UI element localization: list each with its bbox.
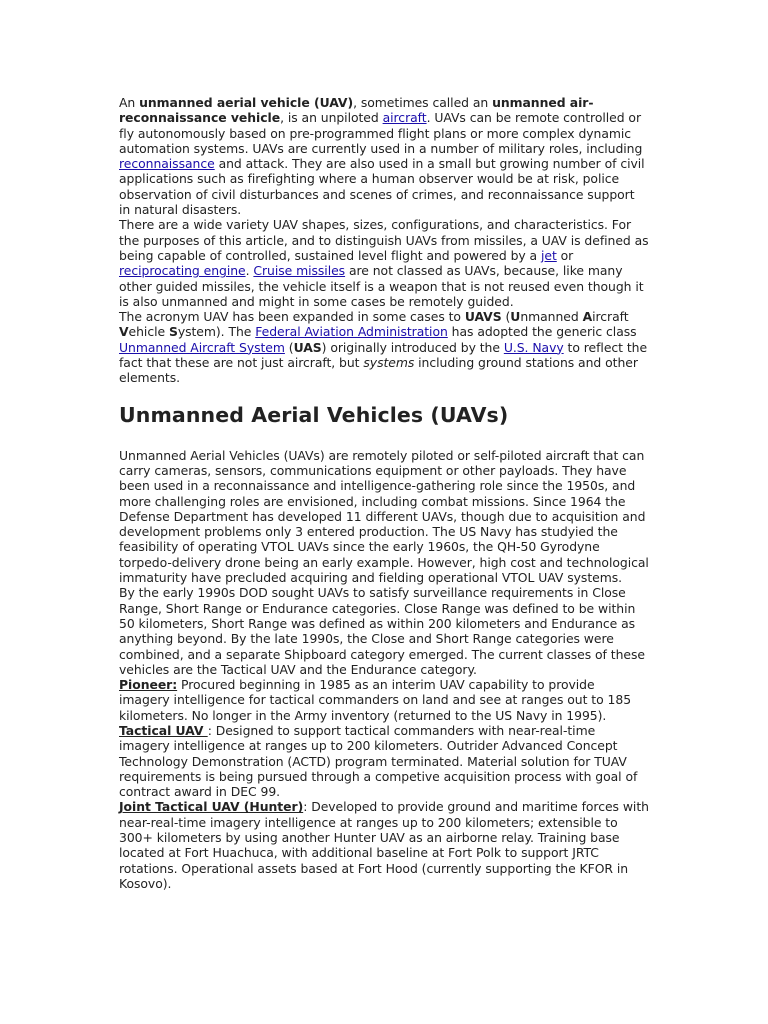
term-unmanned-air-reconnaissance-vehicle: unmanned air-reconnaissance vehicle bbox=[119, 95, 594, 126]
link-us-navy[interactable]: U.S. Navy bbox=[503, 339, 564, 355]
text: . UAVs can be remote controlled or fly autonomously based on pre-programmed flight plans or more complex dynamic automation systems. UAVs are currently used in a number of military roles, including bbox=[119, 110, 643, 156]
initial-s: S bbox=[168, 324, 178, 340]
link-aircraft[interactable]: aircraft bbox=[382, 110, 427, 126]
text: An bbox=[119, 95, 140, 110]
text: ircraft bbox=[592, 309, 629, 325]
term-systems: systems bbox=[363, 355, 415, 371]
text: ehicle bbox=[128, 324, 169, 340]
section-heading: Unmanned Aerial Vehicles (UAVs) bbox=[119, 402, 509, 427]
link-reciprocating-engine[interactable]: reciprocating engine bbox=[119, 263, 246, 279]
intro-paragraph-1 bbox=[119, 95, 649, 217]
text: or bbox=[556, 247, 574, 263]
initial-v: V bbox=[119, 324, 129, 340]
text: to reflect the fact that these are not just aircraft, but bbox=[119, 339, 648, 371]
hunter-paragraph bbox=[119, 799, 649, 891]
link-federal-aviation-administration[interactable]: Federal Aviation Administration bbox=[255, 324, 448, 340]
text: , sometimes called an bbox=[353, 95, 493, 110]
initial-u: U bbox=[510, 309, 521, 325]
text: ystem). The bbox=[177, 324, 256, 340]
tactical-uav-paragraph bbox=[119, 723, 649, 799]
text: . bbox=[245, 263, 254, 279]
intro-paragraph-2 bbox=[119, 217, 649, 309]
text: ( bbox=[284, 339, 294, 355]
text: are not classed as UAVs, because, like many other guided missiles, the vehicle itself is a weapon that is not reused even though it is also unmanned and might in some cases be remotely guided. bbox=[119, 263, 644, 309]
hunter-label: Joint Tactical UAV (Hunter) bbox=[119, 799, 304, 815]
term-uavs: UAVS bbox=[464, 309, 502, 325]
tactical-uav-text: : Designed to support tactical commanders with near-real-time imagery intelligence at ranges up to 200 kilometers. Outrider Advanced Concept Technology Demonstration (ACTD) program terminated. Material solution for TUAV requirements is being pursued through a competive acquisition process with goal of contract award in DEC 99. bbox=[119, 722, 638, 800]
section-paragraph-2: By the early 1990s DOD sought UAVs to satisfy surveillance requirements in Close Range, Short Range or Endurance categories. Close Range was defined to be within 50 kilometers, Short Range was defined as within 200 kilometers and Endurance as anything beyond. By the late 1990s, the Close and Short Range categories were combined, and a separate Shipboard category emerged. The current classes of these vehicles are the Tactical UAV and the Endurance category. bbox=[119, 585, 645, 677]
text: The acronym UAV has been expanded in some cases to bbox=[119, 309, 465, 325]
pioneer-label: Pioneer: bbox=[119, 677, 178, 693]
text: has adopted the generic class bbox=[447, 324, 637, 340]
text: , is an unpiloted bbox=[280, 110, 383, 126]
intro-paragraph-3 bbox=[119, 309, 649, 385]
section-paragraph-1: Unmanned Aerial Vehicles (UAVs) are remotely piloted or self-piloted aircraft that can carry cameras, sensors, communications equipment or other payloads. They have been used in a reconnaissance and intelligence-gathering role since the 1950s, and more challenging roles are envisioned, including combat missions. Since 1964 the Defense Department has developed 11 different UAVs, though due to acquisition and development problems only 3 entered production. The US Navy has studyied the feasibility of operating VTOL UAVs since the early 1960s, the QH-50 Gyrodyne torpedo-delivery drone being an early example. However, high cost and technological immaturity have precluded acquiring and fielding operational VTOL UAV systems. bbox=[119, 447, 649, 586]
link-unmanned-aircraft-system[interactable]: Unmanned Aircraft System bbox=[119, 339, 285, 355]
pioneer-paragraph bbox=[119, 677, 649, 723]
hunter-text: : Developed to provide ground and maritime forces with near-real-time imagery intelligence at ranges up to 200 kilometers; extensible to 300+ kilometers by using another Hunter UAV as an airborne relay. Training base located at Fort Huachuca, with additional baseline at Fort Polk to support JRTC rotations. Operational assets based at Fort Hood (currently supporting the KFOR in Kosovo). bbox=[119, 799, 649, 891]
link-reconnaissance[interactable]: reconnaissance bbox=[119, 156, 215, 172]
text: and attack. They are also used in a small but growing number of civil applications such as firefighting where a human observer would be at risk, police observation of civil disturbances and scenes of crimes, and reconnaissance support in natural disasters. bbox=[119, 156, 645, 218]
initial-a: A bbox=[582, 309, 593, 325]
pioneer-text: Procured beginning in 1985 as an interim UAV capability to provide imagery intelligence for tactical commanders on land and see at ranges out to 185 kilometers. No longer in the Army inventory (returned to the US Navy in 1995). bbox=[119, 677, 632, 723]
term-uav: unmanned aerial vehicle (UAV) bbox=[139, 95, 354, 110]
tactical-uav-label: Tactical UAV bbox=[119, 722, 208, 738]
term-uas: UAS bbox=[293, 339, 322, 355]
link-cruise-missiles[interactable]: Cruise missiles bbox=[253, 263, 346, 279]
text: There are a wide variety UAV shapes, sizes, configurations, and characteristics. For the purposes of this article, and to distinguish UAVs from missiles, a UAV is defined as being capable of controlled, sustained level flight and powered by a bbox=[119, 217, 649, 263]
text: ) originally introduced by the bbox=[321, 339, 504, 355]
text: nmanned bbox=[520, 309, 583, 325]
link-jet[interactable]: jet bbox=[540, 247, 557, 263]
document-page bbox=[119, 95, 649, 891]
text: including ground stations and other elements. bbox=[119, 355, 638, 386]
text: ( bbox=[501, 309, 511, 325]
